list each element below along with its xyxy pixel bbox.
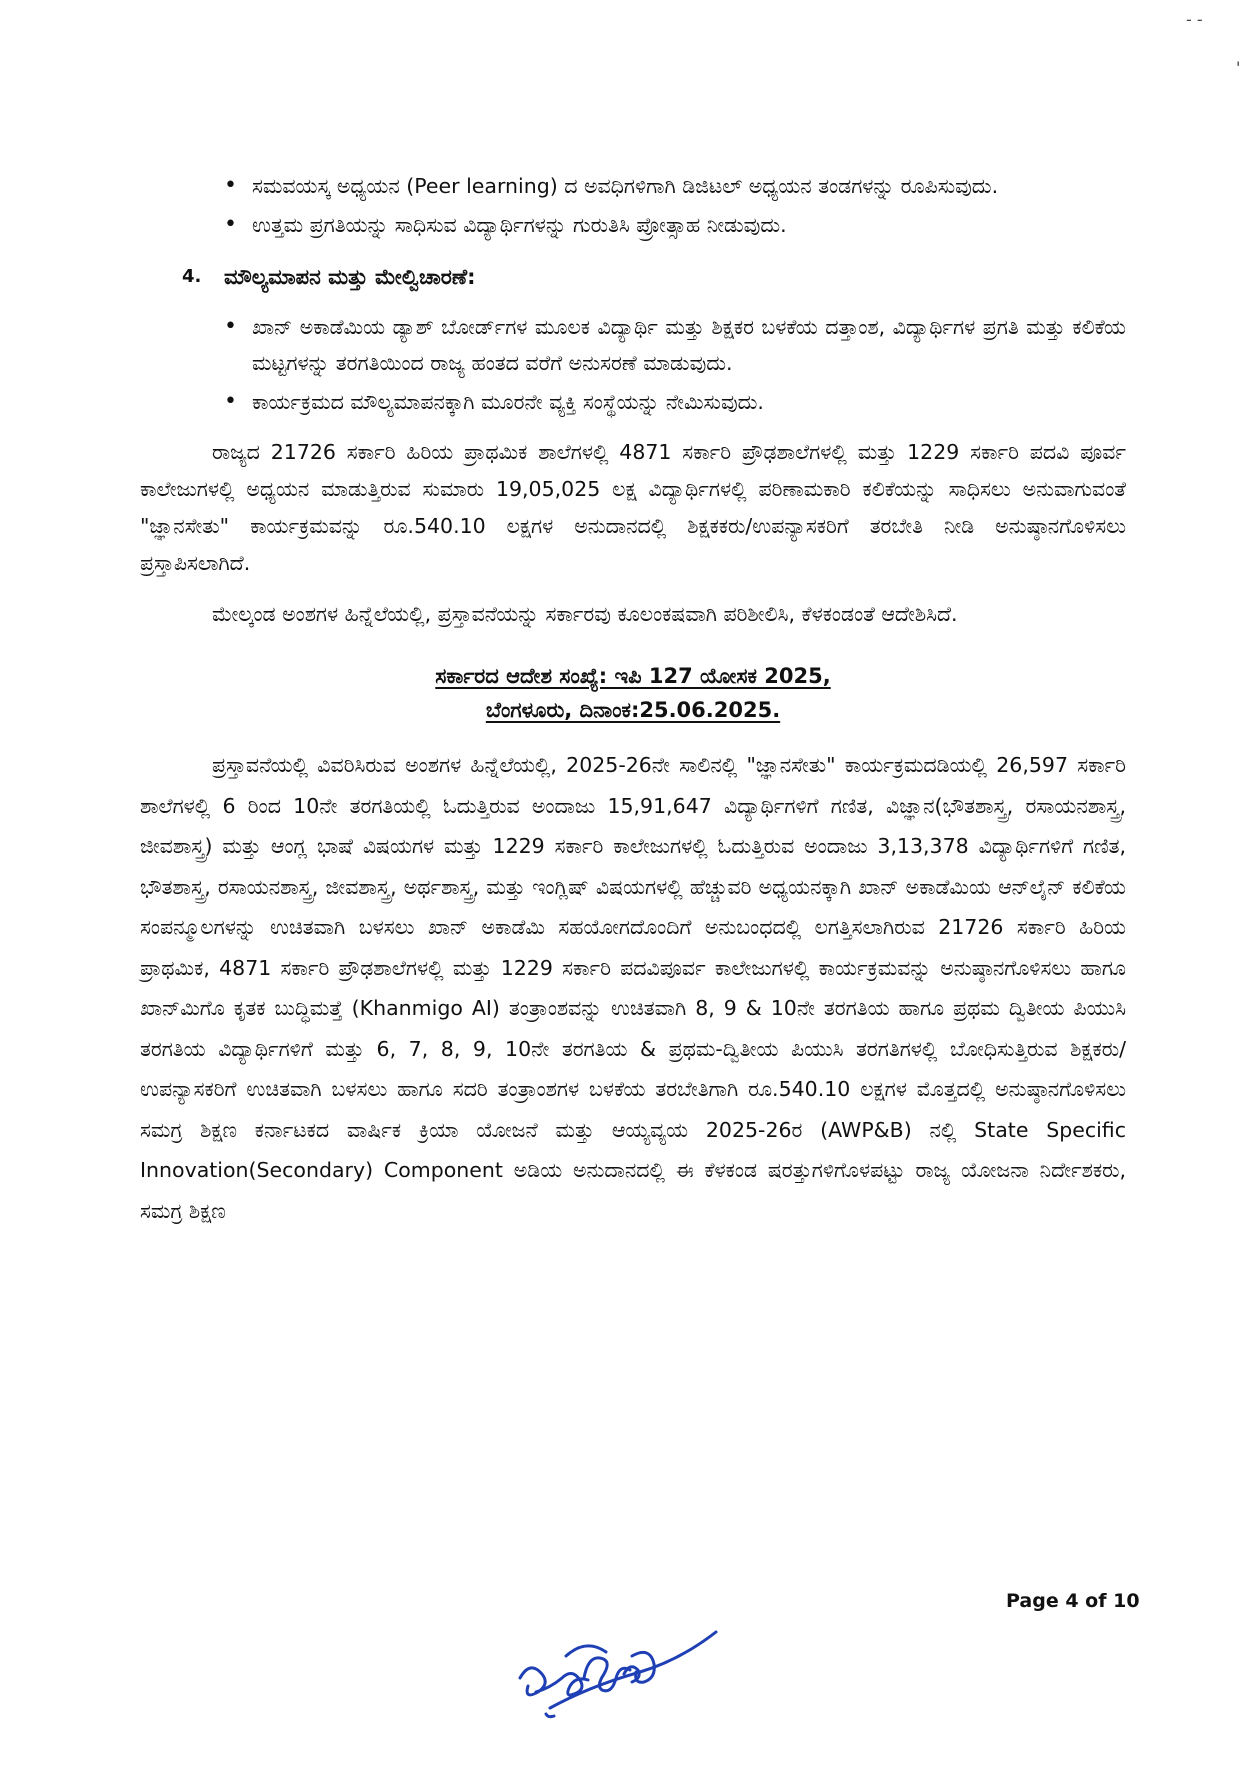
- section-title: ಮೌಲ್ಯಮಾಪನ ಮತ್ತು ಮೇಲ್ವಿಚಾರಣೆ:: [224, 265, 476, 289]
- order-heading: [140, 659, 1126, 727]
- paragraph-review: ಮೇಲ್ಕಂಡ ಅಂಶಗಳ ಹಿನ್ನೆಲೆಯಲ್ಲಿ, ಪ್ರಸ್ತಾವನೆಯನ್ನು ಸರ್ಕಾರವು ಕೂಲಂಕಷವಾಗಿ ಪರಿಶೀಲಿಸಿ, ಕೆಳಕಂಡಂತೆ ಆದೇಶಿಸಿದೆ.: [212, 602, 958, 626]
- list-item: [200, 207, 1126, 243]
- paragraph-proposal: ರಾಜ್ಯದ 21726 ಸರ್ಕಾರಿ ಹಿರಿಯ ಪ್ರಾಥಮಿಕ ಶಾಲೆಗಳಲ್ಲಿ 4871 ಸರ್ಕಾರಿ ಪ್ರೌಢಶಾಲೆಗಳಲ್ಲಿ ಮತ್ತು 1229 ಸರ್ಕಾರಿ ಪದವಿ ಪೂರ್ವ ಕಾಲೇಜುಗಳಲ್ಲಿ ಅಧ್ಯಯನ ಮಾಡುತ್ತಿರುವ ಸುಮಾರು 19,05,025 ಲಕ್ಷ ವಿದ್ಯಾರ್ಥಿಗಳಲ್ಲಿ ಪರಿಣಾಮಕಾರಿ ಕಲಿಕೆಯನ್ನು ಸಾಧಿಸಲು ಅನುವಾಗುವಂತೆ "ಜ್ಞಾನಸೇತು" ಕಾರ್ಯಕ್ರಮವನ್ನು ರೂ.540.10 ಲಕ್ಷಗಳ ಅನುದಾನದಲ್ಲಿ ಶಿಕ್ಷಕಕರು/ಉಪನ್ಯಾಸಕರಿಗೆ ತರಬೇತಿ ನೀಡಿ ಅನುಷ್ಠಾನಗೊಳಿಸಲು ಪ್ರಸ್ತಾಪಿಸಲಾಗಿದೆ.: [140, 440, 1126, 575]
- list-item: [200, 309, 1126, 381]
- order-number: ಸರ್ಕಾರದ ಆದೇಶ ಸಂಖ್ಯೆ: ಇಪಿ 127 ಯೋಸಕ 2025,: [435, 664, 831, 688]
- bullet-icon: •: [224, 314, 237, 339]
- section-heading: [140, 259, 1126, 295]
- order-date: ಬೆಂಗಳೂರು, ದಿನಾಂಕ:25.06.2025.: [485, 698, 781, 722]
- list-item-text: ಸಮವಯಸ್ಕ ಅಧ್ಯಯನ (Peer learning) ದ ಅವಧಿಗಳಿಗಾಗಿ ಡಿಜಿಟಲ್ ಅಧ್ಯಯನ ತಂಡಗಳನ್ನು ರೂಪಿಸುವುದು.: [252, 174, 999, 198]
- page-number: Page 4 of 10: [1006, 1590, 1140, 1612]
- bullet-icon: •: [224, 389, 237, 414]
- bullet-icon: •: [224, 212, 237, 237]
- list-item-text: ಕಾರ್ಯಕ್ರಮದ ಮೌಲ್ಯಮಾಪನಕ್ಕಾಗಿ ಮೂರನೇ ವ್ಯಕ್ತಿ ಸಂಸ್ಥೆಯನ್ನು ನೇಮಿಸುವುದು.: [252, 390, 764, 414]
- page-body: [140, 168, 1126, 1231]
- paragraph-order-body: ಪ್ರಸ್ತಾವನೆಯಲ್ಲಿ ವಿವರಿಸಿರುವ ಅಂಶಗಳ ಹಿನ್ನೆಲೆಯಲ್ಲಿ, 2025-26ನೇ ಸಾಲಿನಲ್ಲಿ "ಜ್ಞಾನಸೇತು" ಕಾರ್ಯಕ್ರಮದಡಿಯಲ್ಲಿ 26,597 ಸರ್ಕಾರಿ ಶಾಲೆಗಳಲ್ಲಿ 6 ರಿಂದ 10ನೇ ತರಗತಿಯಲ್ಲಿ ಓದುತ್ತಿರುವ ಅಂದಾಜು 15,91,647 ವಿದ್ಯಾರ್ಥಿಗಳಿಗೆ ಗಣಿತ, ವಿಜ್ಞಾನ(ಭೌತಶಾಸ್ತ್ರ, ರಸಾಯನಶಾಸ್ತ್ರ, ಜೀವಶಾಸ್ತ್ರ) ಮತ್ತು ಆಂಗ್ಲ ಭಾಷೆ ವಿಷಯಗಳ ಮತ್ತು 1229 ಸರ್ಕಾರಿ ಕಾಲೇಜುಗಳಲ್ಲಿ ಓದುತ್ತಿರುವ ಅಂದಾಜು 3,13,378 ವಿದ್ಯಾರ್ಥಿಗಳಿಗೆ ಗಣಿತ, ಭೌತಶಾಸ್ತ್ರ, ರಸಾಯನಶಾಸ್ತ್ರ, ಜೀವಶಾಸ್ತ್ರ, ಅರ್ಥಶಾಸ್ತ್ರ, ಮತ್ತು ಇಂಗ್ಲಿಷ್ ವಿಷಯಗಳಲ್ಲಿ ಹೆಚ್ಚುವರಿ ಅಧ್ಯಯನಕ್ಕಾಗಿ ಖಾನ್ ಅಕಾಡೆಮಿಯ ಆನ್‌ಲೈನ್ ಕಲಿಕೆಯ ಸಂಪನ್ಮೂಲಗಳನ್ನು ಉಚಿತವಾಗಿ ಬಳಸಲು ಖಾನ್ ಅಕಾಡೆಮಿ ಸಹಯೋಗದೊಂದಿಗೆ ಅನುಬಂಧದಲ್ಲಿ ಲಗತ್ತಿಸಲಾಗಿರುವ 21726 ಸರ್ಕಾರಿ ಹಿರಿಯ ಪ್ರಾಥಮಿಕ, 4871 ಸರ್ಕಾರಿ ಪ್ರೌಢಶಾಲೆಗಳಲ್ಲಿ ಮತ್ತು 1229 ಸರ್ಕಾರಿ ಪದವಿಪೂರ್ವ ಕಾಲೇಜುಗಳಲ್ಲಿ ಕಾರ್ಯಕ್ರಮವನ್ನು ಅನುಷ್ಠಾನಗೊಳಿಸಲು ಹಾಗೂ ಖಾನ್‌ಮಿಗೊ ಕೃತಕ ಬುದ್ಧಿಮತ್ತೆ (Khanmigo AI) ತಂತ್ರಾಂಶವನ್ನು ಉಚಿತವಾಗಿ 8, 9 & 10ನೇ ತರಗತಿಯ ಹಾಗೂ ಪ್ರಥಮ ದ್ವಿತೀಯ ಪಿಯುಸಿ ತರಗತಿಯ ವಿದ್ಯಾರ್ಥಿಗಳಿಗೆ ಮತ್ತು 6, 7, 8, 9, 10ನೇ ತರಗತಿಯ & ಪ್ರಥಮ-ದ್ವಿತೀಯ ಪಿಯುಸಿ ತರಗತಿಗಳಲ್ಲಿ ಬೋಧಿಸುತ್ತಿರುವ ಶಿಕ್ಷಕರು/ಉಪನ್ಯಾಸಕರಿಗೆ ಉಚಿತವಾಗಿ ಬಳಸಲು ಹಾಗೂ ಸದರಿ ತಂತ್ರಾಂಶಗಳ ಬಳಕೆಯ ತರಬೇತಿಗಾಗಿ ರೂ.540.10 ಲಕ್ಷಗಳ ಮೊತ್ತದಲ್ಲಿ ಅನುಷ್ಠಾನಗೊಳಿಸಲು ಸಮಗ್ರ ಶಿಕ್ಷಣ ಕರ್ನಾಟಕದ ವಾರ್ಷಿಕ ಕ್ರಿಯಾ ಯೋಜನೆ ಮತ್ತು ಆಯ್ಯವ್ಯಯ 2025-26ರ (AWP&B) ನಲ್ಲಿ State Specific Innovation(Secondary) Component ಅಡಿಯ ಅನುದಾನದಲ್ಲಿ ಈ ಕೆಳಕಂಡ ಷರತ್ತುಗಳಿಗೊಳಪಟ್ಟು ರಾಜ್ಯ ಯೋಜನಾ ನಿರ್ದೇಶಕರು, ಸಮಗ್ರ ಶಿಕ್ಷಣ: [140, 753, 1126, 1223]
- list-item-text: ಉತ್ತಮ ಪ್ರಗತಿಯನ್ನು ಸಾಧಿಸುವ ವಿದ್ಯಾರ್ಥಿಗಳನ್ನು ಗುರುತಿಸಿ ಪ್ರೋತ್ಸಾಹ ನೀಡುವುದು.: [252, 213, 787, 237]
- section-bullet-list: [140, 309, 1126, 420]
- margin-tick-mark: ': [1236, 58, 1241, 77]
- top-bullet-list: [140, 168, 1126, 243]
- list-item-text: ಖಾನ್ ಅಕಾಡೆಮಿಯ ಡ್ಯಾಶ್ ಬೋರ್ಡ್‌ಗಳ ಮೂಲಕ ವಿದ್ಯಾರ್ಥಿ ಮತ್ತು ಶಿಕ್ಷಕರ ಬಳಕೆಯ ದತ್ತಾಂಶ, ವಿದ್ಯಾರ್ಥಿಗಳ ಪ್ರಗತಿ ಮತ್ತು ಕಲಿಕೆಯ ಮಟ್ಟಗಳನ್ನು ತರಗತಿಯಿಂದ ರಾಜ್ಯ ಹಂತದ ವರೆಗೆ ಅನುಸರಣೆ ಮಾಡುವುದು.: [252, 315, 1126, 375]
- section-number: 4.: [182, 266, 202, 287]
- margin-dash-mark: - -: [1186, 10, 1203, 29]
- list-item: [200, 168, 1126, 204]
- bullet-icon: •: [224, 173, 237, 198]
- signature-image: [506, 1618, 726, 1728]
- list-item: [200, 384, 1126, 420]
